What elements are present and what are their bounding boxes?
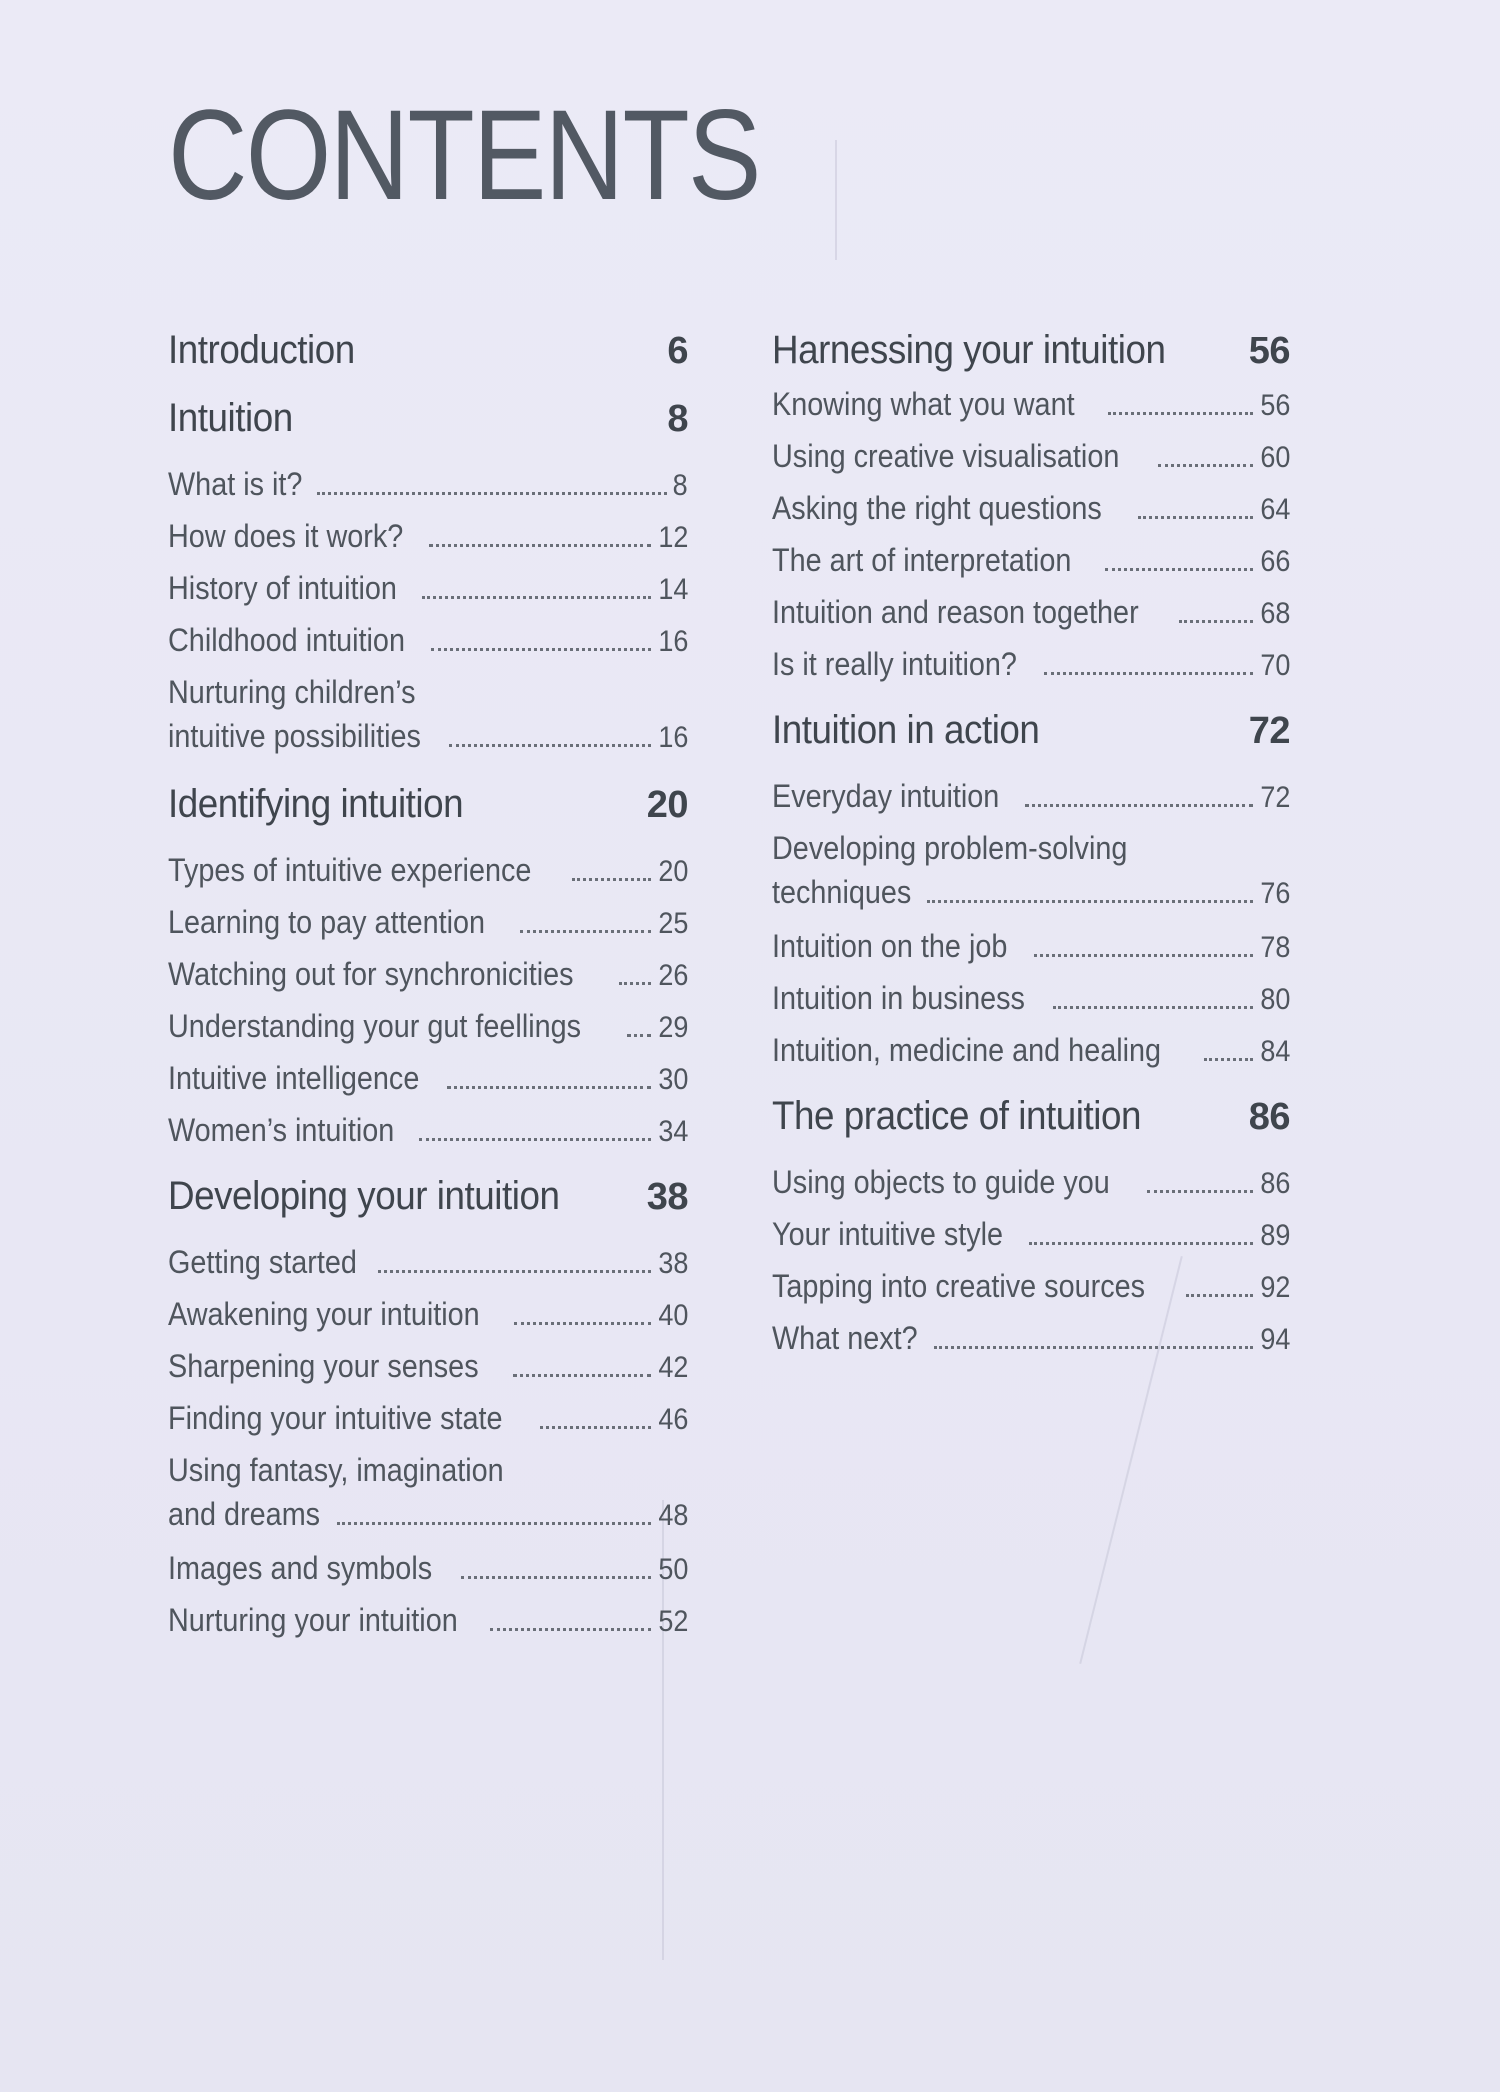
dot-leader xyxy=(431,648,650,651)
section-title: Identifying intuition xyxy=(168,782,464,826)
dot-leader xyxy=(1147,1190,1252,1193)
entry-label: and dreams xyxy=(168,1496,321,1532)
entry-page-number: 84 xyxy=(1259,1035,1290,1068)
entry-label: Developing problem-solving xyxy=(772,830,1128,866)
entry-label: Intuition on the job xyxy=(772,928,1008,964)
entry-label: Your intuitive style xyxy=(772,1216,1004,1252)
section-heading xyxy=(168,1174,688,1244)
toc-entry xyxy=(772,438,1290,490)
dot-leader xyxy=(337,1522,651,1525)
toc-entry-line xyxy=(772,874,1290,928)
dot-leader xyxy=(422,596,650,599)
dot-leader xyxy=(1105,568,1253,571)
entry-page-number: 92 xyxy=(1259,1271,1290,1304)
entry-page-number: 78 xyxy=(1259,931,1290,964)
section-title: Introduction xyxy=(168,328,355,372)
dot-leader xyxy=(1186,1294,1252,1297)
toc-entry xyxy=(772,490,1290,542)
entry-page-number: 86 xyxy=(1259,1167,1290,1200)
section-heading xyxy=(168,328,688,386)
toc-entry xyxy=(168,466,688,518)
entry-page-number: 25 xyxy=(657,907,688,940)
entry-page-number: 40 xyxy=(657,1299,688,1332)
section-page-number: 86 xyxy=(1248,1096,1290,1138)
toc-entry-line xyxy=(168,1496,688,1550)
section-spacer xyxy=(772,698,1290,708)
toc-entry xyxy=(168,1602,688,1654)
toc-entry xyxy=(772,778,1290,830)
section-heading xyxy=(772,328,1290,386)
entry-label: Using fantasy, imagination xyxy=(168,1452,504,1488)
dot-leader xyxy=(1158,464,1253,467)
section-spacer xyxy=(168,386,688,396)
toc-entry xyxy=(772,1268,1290,1320)
section-page-number: 6 xyxy=(667,330,688,372)
toc-entry xyxy=(168,1008,688,1060)
dot-leader xyxy=(514,1322,650,1325)
entry-label: What is it? xyxy=(168,466,303,502)
toc-entry-line xyxy=(168,674,688,718)
dot-leader xyxy=(1138,516,1252,519)
dot-leader xyxy=(447,1086,650,1089)
entry-label: Intuition in business xyxy=(772,980,1025,1016)
dot-leader xyxy=(1029,1242,1253,1245)
entry-label: Finding your intuitive state xyxy=(168,1400,503,1436)
entry-label: Everyday intuition xyxy=(772,778,1000,814)
toc-section xyxy=(168,328,688,386)
section-title: Intuition in action xyxy=(772,708,1040,752)
section-spacer xyxy=(168,1164,688,1174)
dot-leader xyxy=(1053,1006,1253,1009)
toc-entry xyxy=(168,674,688,772)
section-title: The practice of intuition xyxy=(772,1094,1141,1138)
toc-entry xyxy=(168,1296,688,1348)
entry-page-number: 46 xyxy=(657,1403,688,1436)
dot-leader xyxy=(513,1374,651,1377)
section-heading xyxy=(168,782,688,852)
entry-label: Intuition, medicine and healing xyxy=(772,1032,1162,1068)
toc-entry xyxy=(168,1550,688,1602)
toc-entry xyxy=(168,1452,688,1550)
entry-page-number: 30 xyxy=(657,1063,688,1096)
dot-leader xyxy=(429,544,650,547)
entry-label: Women’s intuition xyxy=(168,1112,395,1148)
dot-leader xyxy=(1179,620,1252,623)
entry-label: techniques xyxy=(772,874,912,910)
dot-leader xyxy=(1108,412,1252,415)
entry-label: Awakening your intuition xyxy=(168,1296,480,1332)
toc-entry xyxy=(168,1112,688,1164)
toc-entry xyxy=(168,622,688,674)
entry-label: Types of intuitive experience xyxy=(168,852,532,888)
entry-label: Watching out for synchronicities xyxy=(168,956,574,992)
toc-entry-line xyxy=(168,1452,688,1496)
entry-page-number: 76 xyxy=(1259,877,1290,910)
dot-leader xyxy=(490,1628,651,1631)
section-title: Developing your intuition xyxy=(168,1174,560,1218)
entry-label: Using objects to guide you xyxy=(772,1164,1110,1200)
dot-leader xyxy=(540,1426,651,1429)
section-page-number: 38 xyxy=(646,1176,688,1218)
entry-label: Using creative visualisation xyxy=(772,438,1120,474)
toc-entry xyxy=(772,1320,1290,1372)
entry-label: Nurturing your intuition xyxy=(168,1602,458,1638)
toc-entry xyxy=(168,1348,688,1400)
section-title: Intuition xyxy=(168,396,293,440)
toc-entry xyxy=(772,542,1290,594)
entry-label: Understanding your gut feellings xyxy=(168,1008,582,1044)
toc-entry xyxy=(168,1400,688,1452)
section-spacer xyxy=(168,772,688,782)
entry-page-number: 8 xyxy=(672,469,688,502)
entry-page-number: 14 xyxy=(657,573,688,606)
entry-page-number: 16 xyxy=(657,625,688,658)
toc-entry xyxy=(168,1060,688,1112)
toc-entry xyxy=(168,956,688,1008)
dot-leader xyxy=(934,1346,1253,1349)
toc-section xyxy=(772,328,1290,698)
toc-entry xyxy=(772,646,1290,698)
toc-entry-line xyxy=(168,718,688,772)
dot-leader xyxy=(419,1138,650,1141)
entry-page-number: 20 xyxy=(657,855,688,888)
entry-page-number: 66 xyxy=(1259,545,1290,578)
entry-page-number: 48 xyxy=(657,1499,688,1532)
dot-leader xyxy=(1044,672,1253,675)
entry-page-number: 72 xyxy=(1259,781,1290,814)
entry-label: How does it work? xyxy=(168,518,404,554)
toc-section xyxy=(168,1164,688,1654)
dot-leader xyxy=(317,492,667,495)
section-heading xyxy=(772,1094,1290,1164)
entry-label: Images and symbols xyxy=(168,1550,433,1586)
section-page-number: 8 xyxy=(667,398,688,440)
dot-leader xyxy=(1025,804,1253,807)
toc-entry xyxy=(168,904,688,956)
entry-page-number: 52 xyxy=(657,1605,688,1638)
entry-page-number: 89 xyxy=(1259,1219,1290,1252)
dot-leader xyxy=(619,982,651,985)
entry-label: Asking the right questions xyxy=(772,490,1102,526)
entry-page-number: 60 xyxy=(1259,441,1290,474)
dot-leader xyxy=(1034,954,1253,957)
toc-entry xyxy=(772,830,1290,928)
entry-label: History of intuition xyxy=(168,570,397,606)
entry-page-number: 26 xyxy=(657,959,688,992)
section-heading xyxy=(168,396,688,466)
section-page-number: 72 xyxy=(1248,710,1290,752)
entry-page-number: 34 xyxy=(657,1115,688,1148)
entry-page-number: 70 xyxy=(1259,649,1290,682)
toc-entry xyxy=(772,386,1290,438)
toc-section xyxy=(772,698,1290,1084)
dot-leader xyxy=(572,878,651,881)
entry-label: Learning to pay attention xyxy=(168,904,486,940)
entry-page-number: 16 xyxy=(657,721,688,754)
entry-label: Sharpening your senses xyxy=(168,1348,479,1384)
entry-label: Childhood intuition xyxy=(168,622,405,658)
entry-label: Intuition and reason together xyxy=(772,594,1139,630)
section-page-number: 56 xyxy=(1248,330,1290,372)
section-title: Harnessing your intuition xyxy=(772,328,1166,372)
toc-entry xyxy=(168,1244,688,1296)
entry-page-number: 38 xyxy=(657,1247,688,1280)
entry-page-number: 94 xyxy=(1259,1323,1290,1356)
entry-label: The art of interpretation xyxy=(772,542,1072,578)
entry-page-number: 80 xyxy=(1259,983,1290,1016)
section-spacer xyxy=(772,1084,1290,1094)
toc-section xyxy=(168,772,688,1164)
section-heading xyxy=(772,708,1290,778)
toc-right-column xyxy=(772,328,1290,1372)
entry-label: Tapping into creative sources xyxy=(772,1268,1146,1304)
entry-label: Is it really intuition? xyxy=(772,646,1017,682)
dot-leader xyxy=(449,744,651,747)
dot-leader xyxy=(627,1034,651,1037)
entry-label: Knowing what you want xyxy=(772,386,1075,422)
entry-page-number: 42 xyxy=(657,1351,688,1384)
toc-entry xyxy=(772,1032,1290,1084)
toc-section xyxy=(772,1084,1290,1372)
entry-page-number: 12 xyxy=(657,521,688,554)
toc-entry xyxy=(772,1164,1290,1216)
toc-entry-line xyxy=(772,830,1290,874)
entry-page-number: 68 xyxy=(1259,597,1290,630)
entry-label: Intuitive intelligence xyxy=(168,1060,420,1096)
toc-entry xyxy=(168,570,688,622)
dot-leader xyxy=(461,1576,650,1579)
toc-section xyxy=(168,386,688,772)
section-page-number: 20 xyxy=(646,784,688,826)
toc-entry xyxy=(772,1216,1290,1268)
toc-entry xyxy=(168,518,688,570)
entry-page-number: 56 xyxy=(1259,389,1290,422)
paper-scratch xyxy=(835,140,837,260)
toc-entry xyxy=(772,594,1290,646)
dot-leader xyxy=(927,900,1253,903)
entry-label: What next? xyxy=(772,1320,918,1356)
dot-leader xyxy=(1204,1058,1252,1061)
dot-leader xyxy=(520,930,650,933)
dot-leader xyxy=(378,1270,651,1273)
entry-page-number: 64 xyxy=(1259,493,1290,526)
entry-page-number: 29 xyxy=(657,1011,688,1044)
toc-entry xyxy=(772,928,1290,980)
toc-entry xyxy=(168,852,688,904)
entry-label: Getting started xyxy=(168,1244,357,1280)
page-title: CONTENTS xyxy=(168,84,760,227)
entry-label: intuitive possibilities xyxy=(168,718,421,754)
toc-left-column xyxy=(168,328,688,1654)
toc-entry xyxy=(772,980,1290,1032)
entry-label: Nurturing children’s xyxy=(168,674,416,710)
entry-page-number: 50 xyxy=(657,1553,688,1586)
